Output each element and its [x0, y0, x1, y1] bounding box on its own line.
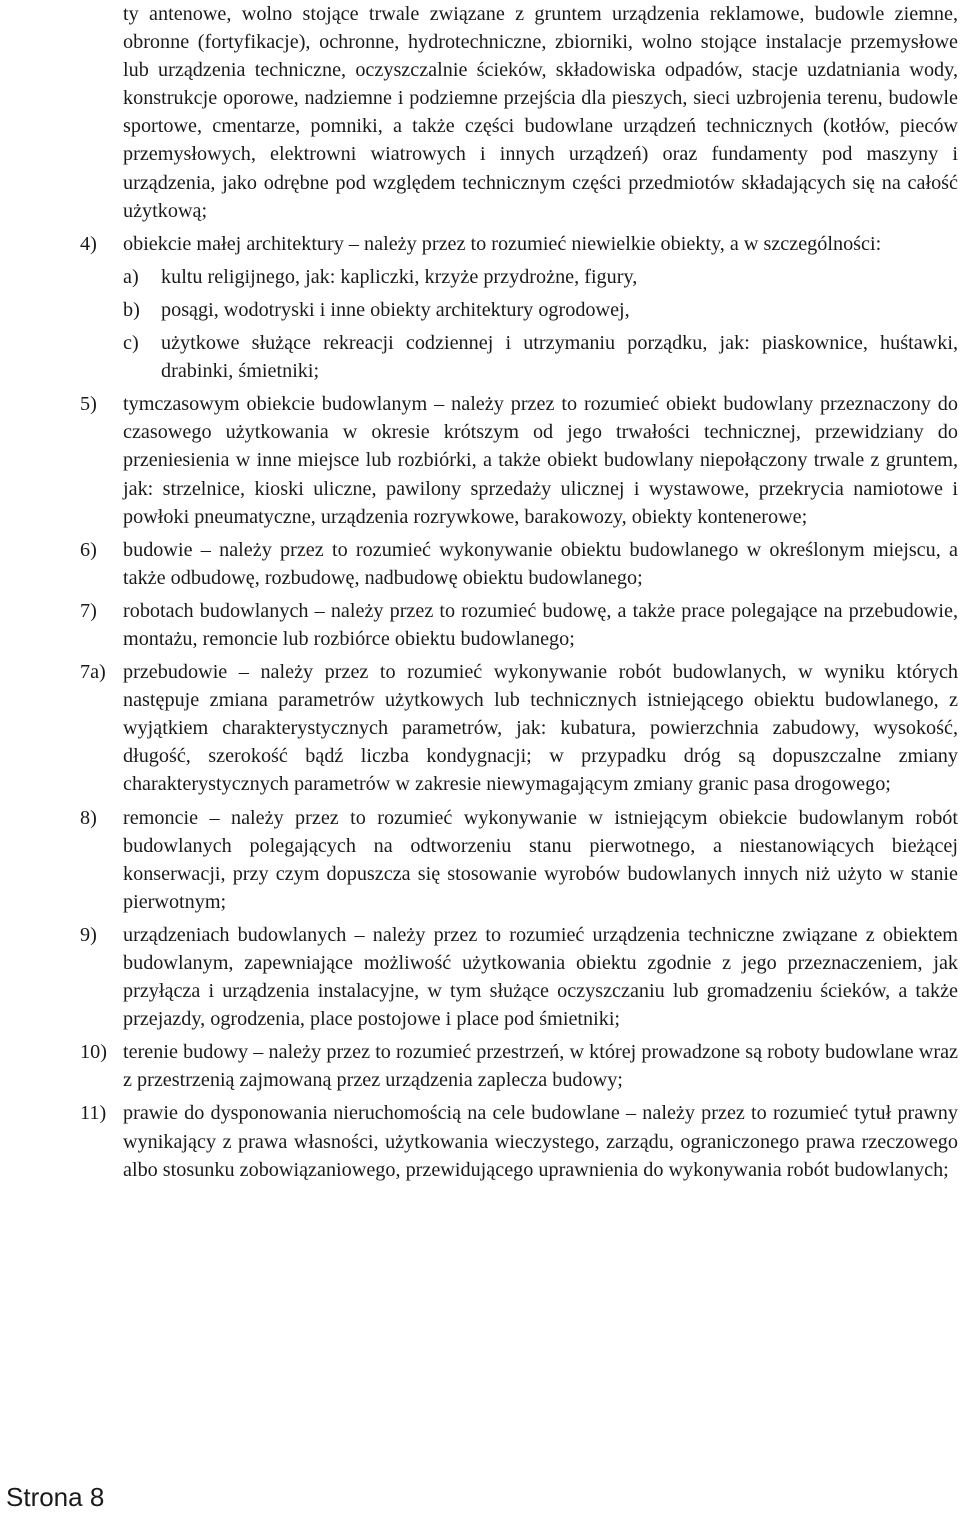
list-item-10	[80, 1038, 958, 1094]
item-text: terenie budowy – należy przez to rozumieć przestrzeń, w której prowadzone są roboty budowlane wraz z przestrzenią zajmowaną przez urządzenia zaplecza budowy;	[123, 1041, 958, 1092]
sublist-4	[80, 263, 958, 385]
item-text: prawie do dysponowania nieruchomością na cele budowlane – należy przez to rozumieć tytuł prawny wynikający z prawa własności, użytkowania wieczystego, zarządu, ograniczonego prawa rzeczowego albo stosunku zobowiązaniowego, przewidującego uprawnienia do wykonywania robót budowlanych;	[123, 1102, 958, 1181]
item-number: 7)	[80, 599, 97, 622]
list-item-8	[80, 804, 958, 916]
list-item-11	[80, 1099, 958, 1183]
list-item-7	[80, 597, 958, 653]
subitem-letter: c)	[123, 332, 139, 355]
list-item-9	[80, 921, 958, 1033]
item-text: obiekcie małej architektury – należy przez to rozumieć niewielkie obiekty, a w szczególności:	[123, 232, 882, 255]
subitem-text: użytkowe służące rekreacji codziennej i utrzymaniu porządku, jak: piaskownice, huśtawki, drabinki, śmietniki;	[161, 332, 958, 383]
sublist-item-c	[80, 329, 958, 385]
item-number: 4)	[80, 232, 97, 255]
item-text: robotach budowlanych – należy przez to rozumieć budowę, a także prace polegające na przebudowie, montażu, remoncie lub rozbiórce obiektu budowlanego;	[123, 599, 958, 650]
item-number: 5)	[80, 393, 97, 416]
item-text: budowie – należy przez to rozumieć wykonywanie obiektu budowlanego w określonym miejscu, a także odbudowę, rozbudowę, nadbudowę obiektu budowlanego;	[123, 538, 958, 589]
subitem-letter: b)	[123, 298, 140, 321]
intro-paragraph: ty antenowe, wolno stojące trwale związane z gruntem urządzenia reklamowe, budowle ziemne, obronne (fortyfikacje), ochronne, hydrotechniczne, zbiorniki, wolno stojące instalacje przemysłowe lub urządzenia techniczne, oczyszczalnie ścieków, składowiska odpadów, stacje uzdatniania wody, konstrukcje oporowe, nadziemne i podziemne przejścia dla pieszych, sieci uzbrojenia terenu, budowle sportowe, cmentarze, pomniki, a także części budowlane urządzeń technicznych (kotłów, pieców przemysłowych, elektrowni wiatrowych i innych urządzeń) oraz fundamenty pod maszyny i urządzenia, jako odrębne pod względem technicznym części przedmiotów składających się na całość użytkową;	[123, 3, 958, 222]
sublist-item-a	[80, 263, 958, 291]
subitem-letter: a)	[123, 265, 139, 288]
page-number: Strona 8	[6, 1482, 105, 1512]
item-number: 9)	[80, 923, 97, 946]
list-item-6	[80, 536, 958, 592]
subitem-text: kultu religijnego, jak: kapliczki, krzyże przydrożne, figury,	[161, 265, 638, 288]
item-text: urządzeniach budowlanych – należy przez to rozumieć urządzenia techniczne związane z obiektem budowlanym, zapewniające możliwość użytkowania obiektu zgodnie z jego przeznaczeniem, jak przyłącza i urządzenia instalacyjne, w tym służące oczyszczaniu lub gromadzeniu ścieków, a także przejazdy, ogrodzenia, place postojowe i place pod śmietniki;	[123, 923, 958, 1031]
item-text: tymczasowym obiekcie budowlanym – należy przez to rozumieć obiekt budowlany przeznaczony do czasowego użytkowania w okresie krótszym od jego trwałości technicznej, przewidziany do przeniesienia w inne miejsce lub rozbiórki, a także obiekt budowlany niepołączony trwale z gruntem, jak: strzelnice, kioski uliczne, pawilony sprzedaży ulicznej i wystawowe, przekrycia namiotowe i powłoki pneumatyczne, urządzenia rozrywkowe, barakowozy, obiekty kontenerowe;	[123, 393, 958, 528]
item-number: 11)	[80, 1102, 107, 1125]
item-number: 7a)	[80, 661, 106, 684]
subitem-text: posągi, wodotryski i inne obiekty architektury ogrodowej,	[161, 298, 630, 321]
item-number: 6)	[80, 538, 97, 561]
list-item-4	[80, 230, 958, 258]
sublist-item-b	[80, 296, 958, 324]
item-number: 8)	[80, 806, 97, 829]
item-text: remoncie – należy przez to rozumieć wykonywanie w istniejącym obiekcie budowlanym robót budowlanych polegających na odtworzeniu stanu pierwotnego, a niestanowiących bieżącej konserwacji, przy czym dopuszcza się stosowanie wyrobów budowlanych innych niż użyto w stanie pierwotnym;	[123, 806, 958, 913]
list-item-7a	[80, 658, 958, 798]
item-number: 10)	[80, 1041, 107, 1064]
document-body	[80, 0, 958, 1184]
item-text: przebudowie – należy przez to rozumieć wykonywanie robót budowlanych, w wyniku których następuje zmiana parametrów użytkowych lub technicznych istniejącego obiektu budowlanego, z wyjątkiem charakterystycznych parametrów, jak: kubatura, powierzchnia zabudowy, wysokość, długość, szerokość bądź liczba kondygnacji; w przypadku dróg są dopuszczalne zmiany charakterystycznych parametrów w zakresie niewymagającym zmiany granic pasa drogowego;	[123, 661, 958, 796]
list-item-5	[80, 390, 958, 530]
